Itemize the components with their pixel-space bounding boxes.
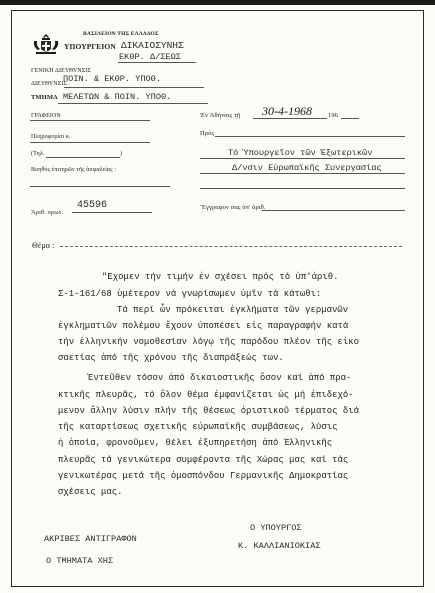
minister-title: Ο ΥΠΟΥΡΓΟΣ bbox=[250, 523, 302, 533]
minister-name: Κ. ΚΑΛΛΙΑΝΙΟΚΙΑΣ bbox=[238, 541, 321, 551]
aide-label: Βοηθός ἐπιτηρῶν τῆς ἀσφαλείας : bbox=[31, 167, 116, 173]
ministry-underline bbox=[118, 62, 196, 63]
body-line: Τά περί ὧν πρόκειται ἐγκλήματα τῶν γερμανῶν bbox=[117, 305, 349, 315]
body-line: τήν ἑλληνικήν νομοθεσίαν λόγῳ τῆς παρόδου πλέον τῆς εἰκο bbox=[58, 337, 360, 347]
true-copy-label: ΑΚΡΙΒΕΣ ΑΝΤΙΓΡΑΦΟΝ bbox=[44, 534, 137, 544]
body-line: γενικωτέρας μετά τῆς ὁμοσπόνδου Γερμανικῆς Δημοκρατίας bbox=[58, 471, 349, 481]
coat-of-arms-emblem bbox=[31, 32, 61, 56]
section-value: ΜΕΛΕΤΩΝ & ΠΟΙΝ. ΥΠΟΘ. bbox=[63, 92, 172, 102]
recipient-line-2-rule bbox=[200, 173, 405, 174]
directorate-value: ΠΟΙΝ. & ΕΚΘΡ. ΥΠΟΘ. bbox=[63, 74, 161, 84]
ministry-label: ΥΠΟΥΡΓΕΙΟΝ bbox=[64, 42, 116, 51]
info-underline bbox=[30, 142, 150, 143]
tel-label: (Τηλ. bbox=[31, 151, 45, 157]
recipient-line-1: Τό Ὑπουργεῖον τῶν Ἐξωτερικῶν bbox=[228, 148, 373, 158]
ministry-typed-2: ΕΚΘΡ. Δ/ΣΕΩΣ bbox=[119, 52, 181, 62]
directorate-underline bbox=[64, 87, 204, 88]
body-line: τῆς καταρτίσεως σχετικῆς εὐρωπαϊκῆς συμβάσεως, λύσις bbox=[58, 422, 338, 432]
body-line: "Εχομεν τήν τιμήν ἐν σχέσει πρός τό ὑπ'ἀριθ. bbox=[102, 272, 339, 282]
recipient-blank-rule bbox=[200, 188, 405, 189]
date-underline bbox=[253, 118, 327, 119]
general-directorate-label: ΓΕΝΙΚΗ ΔΙΕΥΘΥΝΣΙΣ bbox=[31, 68, 92, 74]
ministry-typed: ΔΙΚΑΙΟΣΥΝΗΣ bbox=[121, 40, 184, 51]
protocol-underline bbox=[72, 212, 152, 213]
aide-underline bbox=[30, 186, 170, 187]
section-underline bbox=[58, 103, 208, 104]
to-underline bbox=[215, 136, 405, 137]
info-label: Πληροφορίαι κ. bbox=[31, 134, 71, 140]
protocol-number: 45596 bbox=[77, 200, 108, 211]
date-suffix: 196 bbox=[328, 112, 339, 119]
section-label: ΤΜΗΜΑ bbox=[31, 94, 58, 101]
tel-underline bbox=[46, 157, 120, 158]
kingdom-label: ΒΑΣΙΛΕΙΟΝ ΤΗΣ ΕΛΛΑΔΟΣ bbox=[83, 31, 159, 37]
date-value: 30-4-1968 bbox=[262, 104, 312, 118]
body-line: ἐγκληματιῶν πολέμου ἔχουν ὑποπέσει εἰς παραγραφήν κατά bbox=[58, 321, 349, 331]
to-label: Πρός bbox=[200, 130, 215, 137]
body-line: πλευρᾶς τά γενικώτερα συμφέροντα τῆς Χώρας μας καί τάς bbox=[58, 455, 349, 465]
date-suffix-underline bbox=[341, 118, 359, 119]
body-line: Σ-1-161/68 ὑμέτερον νά γνωρίσωμεν ὑμῖν τά κάτωθι: bbox=[58, 289, 322, 299]
recipient-line-2: Δ/νσιν Εὐρωπαϊκῆς Συνεργασίας bbox=[232, 163, 382, 173]
subject-dotted-line bbox=[60, 246, 402, 247]
body-line: ἡ ὁποία, φρονοῦμεν, θέλει ἐξυπηρετήση ἀπό Ἑλληνικῆς bbox=[58, 438, 333, 448]
subject-label: Θέμα : bbox=[32, 241, 55, 250]
body-line: μενον ἄλλην λύσιν πλήν τῆς θέσεως ὁριστικοῦ τέρματος διά bbox=[58, 406, 360, 416]
tel-close: ) bbox=[120, 151, 123, 157]
directorate-label: ΔΙΕΥΘΥΝΣΙΣ bbox=[31, 81, 68, 87]
reply-underline bbox=[262, 210, 405, 211]
recipient-line-1-rule bbox=[200, 158, 405, 159]
body-line: σχέσεις μας. bbox=[58, 487, 123, 497]
date-label: Ἐν Ἀθήναις τῇ bbox=[200, 112, 241, 119]
body-line: Ἐντεῦθεν τόσον ἀπό δικαιοστικῆς ὅσον καί ἀπό πρα- bbox=[88, 373, 352, 383]
reply-label: Ἔγγραφον σας ὑπ' ἀριθ. bbox=[200, 204, 266, 211]
office-underline bbox=[30, 120, 150, 121]
scan-top-edge bbox=[0, 0, 435, 5]
office-label: ΓΡΑΦΕΙΟΝ bbox=[31, 113, 61, 119]
protocol-label: Ἀριθ. πρωτ. bbox=[31, 209, 64, 216]
true-copy-dept: Ο ΤΜΗΜΑΤΑ ΧΗΣ bbox=[46, 556, 114, 566]
body-line: σαετίας ἀπό τῆς χρόνου τῆς διαπράξεώς των. bbox=[58, 353, 284, 363]
body-line: κτικῆς πλευρᾶς, τό ὅλον θέμα ἐμφανίζεται ὡς μή ἐπιδεχό- bbox=[58, 390, 354, 400]
